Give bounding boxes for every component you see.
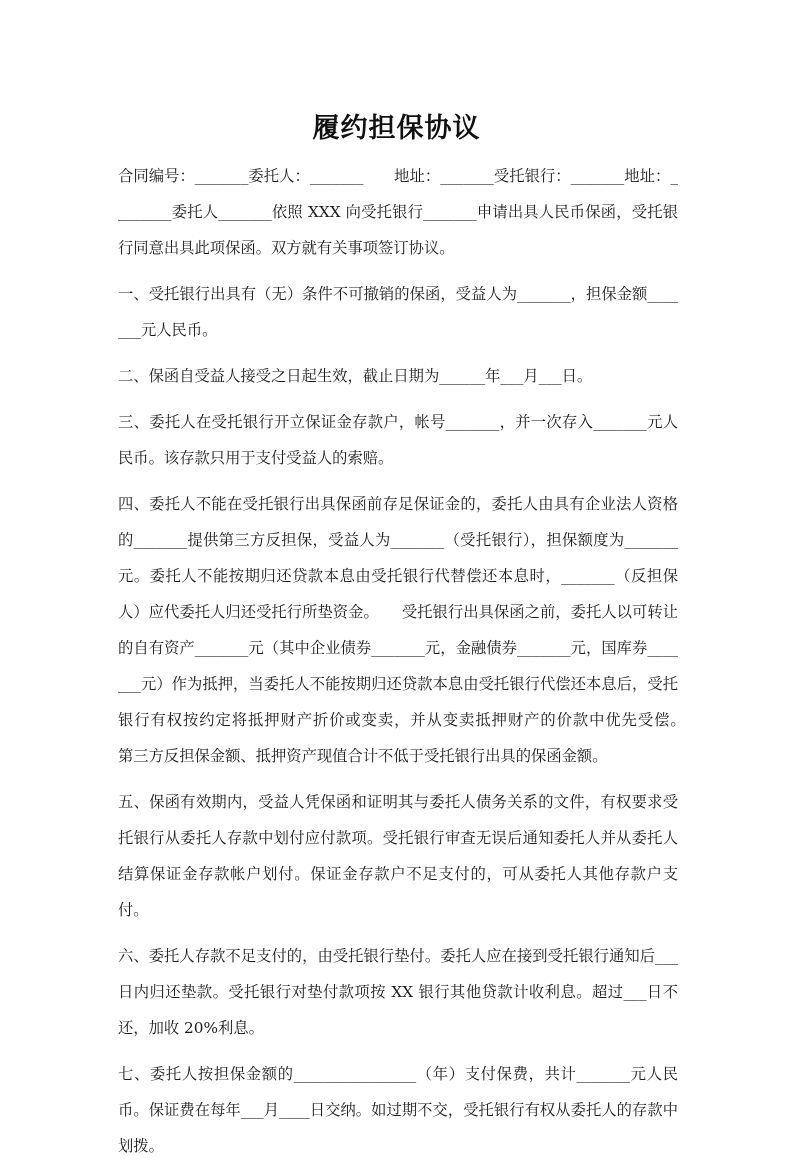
paragraph-clause-5: 五、保函有效期内，受益人凭保函和证明其与委托人债务关系的文件，有权要求受托银行从委托人存款中划付应付款项。受托银行审查无误后通知委托人并从委托人结算保证金存款帐户划付。保证金存款户不足支付的，可从委托人其他存款户支付。 [118,793,678,919]
paragraph-preamble: 合同编号：_______委托人：_______ 地址：_______受托银行：_______地址：________委托人_______依照 XXX 向受托银行_______申请出具人民币保函，受托银行同意出具此项保函。双方就有关事项签订协议。 [118,167,678,257]
page-title: 履约担保协议 [312,113,481,145]
paragraph-clause-4: 四、委托人不能在受托银行出具保函前存足保证金的，委托人由具有企业法人资格的_______提供第三方反担保，受益人为_______（受托银行），担保额度为_______元。委托人不能按期归还贷款本息由受托银行代替偿还本息时，_______（反担保人）应代委托人归还受托行所垫资金。 受托银行出具保函之前，委托人以可转让的自有资产_______元（其中企业债券_______元，金融债券_______元，国库券_______元）作为抵押，当委托人不能按期归还贷款本息由受托银行代偿还本息后，受托银行有权按约定将抵押财产折价或变卖，并从变卖抵押财产的价款中优先受偿。 第三方反担保金额、抵押资产现值合计不低于受托银行出具的保函金额。 [118,495,709,765]
paragraph-clause-6: 六、委托人存款不足支付的，由受托银行垫付。委托人应在接到受托银行通知后___日内归还垫款。受托银行对垫付款项按 XX 银行其他贷款计收利息。超过___日不还，加收 20%利息。 [118,947,678,1037]
paragraph-clause-3: 三、委托人在受托银行开立保证金存款户，帐号_______，并一次存入_______元人民币。该存款只用于支付受益人的索赔。 [118,413,678,467]
paragraph-clause-1: 一、受托银行出具有（无）条件不可撤销的保函，受益人为_______，担保金额_______元人民币。 [118,285,678,339]
paragraph-clause-7: 七、委托人按担保金额的________________（年）支付保费，共计_______元人民币。保证费在每年___月____日交纳。如过期不交，受托银行有权从委托人的存款中划拨。 [118,1065,678,1155]
paragraph-clause-2: 二、保函自受益人接受之日起生效，截止日期为______年___月___日。 [118,367,593,385]
document-body [118,158,709,1164]
